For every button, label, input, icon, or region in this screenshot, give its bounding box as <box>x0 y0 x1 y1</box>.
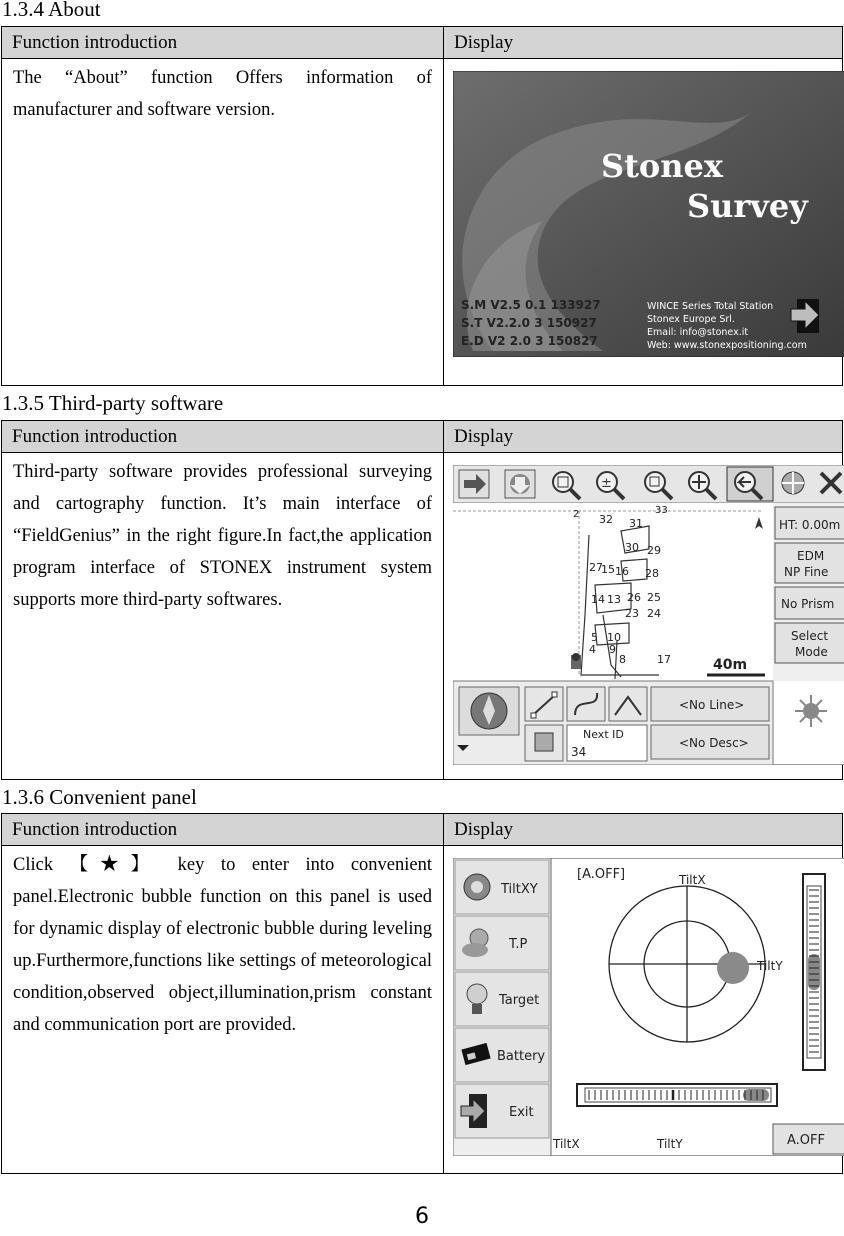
line-tool-icon[interactable] <box>525 687 563 721</box>
fieldgenius-screen <box>453 465 844 765</box>
scale-label: 40m <box>713 657 748 673</box>
point-8: 8 <box>619 653 626 666</box>
no-desc-button[interactable] <box>651 725 769 759</box>
version-line-2: S.T V2.2.0 3 150927 <box>461 316 597 330</box>
header-function-introduction: Function introduction <box>2 814 444 846</box>
point-16: 16 <box>615 565 629 578</box>
brand-stonex: Stonex <box>601 147 723 185</box>
third-party-table <box>1 420 843 780</box>
svg-text:Select: Select <box>791 629 829 643</box>
point-23: 23 <box>625 607 639 620</box>
menu-tp[interactable] <box>455 916 549 970</box>
point-9: 9 <box>609 643 616 656</box>
tilt-x-label: TiltX <box>679 873 706 887</box>
header-display: Display <box>444 421 843 453</box>
convenient-panel-description: Click 【★】 key to enter into convenient panel.Electronic bubble function on this panel is used for dynamic display of electronic bubble during leveling up.Furthermore,functions like settings of meteorological condition,observed object,illumination,prism constant and communication port are provided. <box>2 846 444 1174</box>
bubble-level-icon <box>464 874 490 900</box>
section-heading-convenient-panel: 1.3.6 Convenient panel <box>2 785 197 809</box>
svg-text:Target: Target <box>499 993 540 1008</box>
no-line-button[interactable] <box>651 687 769 721</box>
prism-button[interactable] <box>775 587 844 619</box>
menu-exit[interactable] <box>455 1084 549 1138</box>
point-24: 24 <box>647 607 661 620</box>
svg-text:T.P: T.P <box>509 937 528 952</box>
point-10: 10 <box>607 631 621 644</box>
target-icon[interactable] <box>782 472 804 494</box>
next-id-field[interactable] <box>567 725 647 761</box>
point-30: 30 <box>625 541 639 554</box>
svg-text:A.OFF: A.OFF <box>787 1133 825 1148</box>
about-screen <box>453 71 844 357</box>
point-25: 25 <box>647 591 661 604</box>
bottom-tilt-x-label: TiltX <box>553 1137 580 1151</box>
third-party-description: Third-party software provides professional surveying and cartography function. It’s main interface of “FieldGenius” in the right figure.In fact,the application program interface of STONEX instrument system supports more third-party softwares. <box>2 453 444 780</box>
svg-text:No Prism: No Prism <box>781 597 835 611</box>
point-2: 2 <box>573 509 580 520</box>
instrument-station-icon <box>571 653 581 669</box>
menu-battery[interactable] <box>455 1028 549 1082</box>
point-27: 27 <box>589 561 603 574</box>
menu-tiltxy[interactable] <box>455 860 549 914</box>
select-mode-button[interactable] <box>775 623 844 663</box>
svg-text:Exit: Exit <box>509 1105 534 1120</box>
point-5: 5 <box>591 631 598 644</box>
info-line-4: Web: www.stonexpositioning.com <box>647 340 807 351</box>
header-display: Display <box>444 27 843 59</box>
brand-survey: Survey <box>687 187 808 225</box>
section-heading-about: 1.3.4 About <box>2 0 101 21</box>
point-17: 17 <box>657 653 671 666</box>
svg-text:NP Fine: NP Fine <box>784 565 829 579</box>
convenient-panel-screen <box>453 858 844 1156</box>
svg-text:TiltXY: TiltXY <box>501 882 538 897</box>
svg-text:HT: 0.00m: HT: 0.00m <box>779 518 841 532</box>
zoom-previous-icon[interactable] <box>727 467 773 501</box>
page-number: 6 <box>415 1204 429 1229</box>
aoff-button[interactable] <box>773 1124 844 1154</box>
info-line-1: WINCE Series Total Station <box>647 301 774 312</box>
about-table <box>1 26 843 386</box>
edm-button[interactable] <box>775 543 844 583</box>
svg-text:<No Line>: <No Line> <box>679 698 745 712</box>
svg-text:±: ± <box>601 476 612 491</box>
svg-text:EDM: EDM <box>797 549 825 563</box>
svg-text:Battery: Battery <box>497 1049 546 1064</box>
header-function-introduction: Function introduction <box>2 27 444 59</box>
vertical-tilt-scale <box>803 874 825 1070</box>
menu-target[interactable] <box>455 972 549 1026</box>
svg-text:<No Desc>: <No Desc> <box>679 736 749 750</box>
svg-text:34: 34 <box>571 745 587 759</box>
bubble-indicator <box>717 952 749 984</box>
svg-text:Next ID: Next ID <box>583 728 624 741</box>
point-32: 32 <box>599 513 613 526</box>
point-4: 4 <box>589 643 596 656</box>
bottom-tilt-y-label: TiltY <box>657 1137 683 1151</box>
version-line-3: E.D V2 2.0 3 150827 <box>461 334 598 348</box>
section-heading-third-party: 1.3.5 Third-party software <box>2 391 224 415</box>
header-display: Display <box>444 814 843 846</box>
point-28: 28 <box>645 567 659 580</box>
version-line-1: S.M V2.5 0.1 133927 <box>461 298 601 312</box>
info-line-2: Stonex Europe Srl. <box>647 314 735 325</box>
down-arrow-icon[interactable] <box>505 470 535 498</box>
info-line-3: Email: info@stonex.it <box>647 327 749 338</box>
point-14: 14 <box>591 593 605 606</box>
point-15: 15 <box>601 563 615 576</box>
forward-arrow-icon[interactable] <box>459 470 489 498</box>
point-29: 29 <box>647 544 661 557</box>
ht-button[interactable] <box>775 507 844 539</box>
point-33: 33 <box>655 505 668 516</box>
tilt-y-label: TiltY <box>757 959 783 973</box>
status-aoff: [A.OFF] <box>577 867 626 882</box>
compass-button[interactable] <box>459 687 519 735</box>
point-13: 13 <box>607 593 621 606</box>
arc-tool-icon[interactable] <box>609 687 647 721</box>
header-function-introduction: Function introduction <box>2 421 444 453</box>
about-description: The “About” function Offers information of manufacturer and software version. <box>2 59 444 386</box>
point-31: 31 <box>629 517 643 530</box>
layer-icon[interactable] <box>525 725 563 761</box>
curve-tool-icon[interactable] <box>567 687 605 721</box>
convenient-panel-table <box>1 813 843 1174</box>
svg-text:Mode: Mode <box>795 645 828 659</box>
point-26: 26 <box>627 591 641 604</box>
